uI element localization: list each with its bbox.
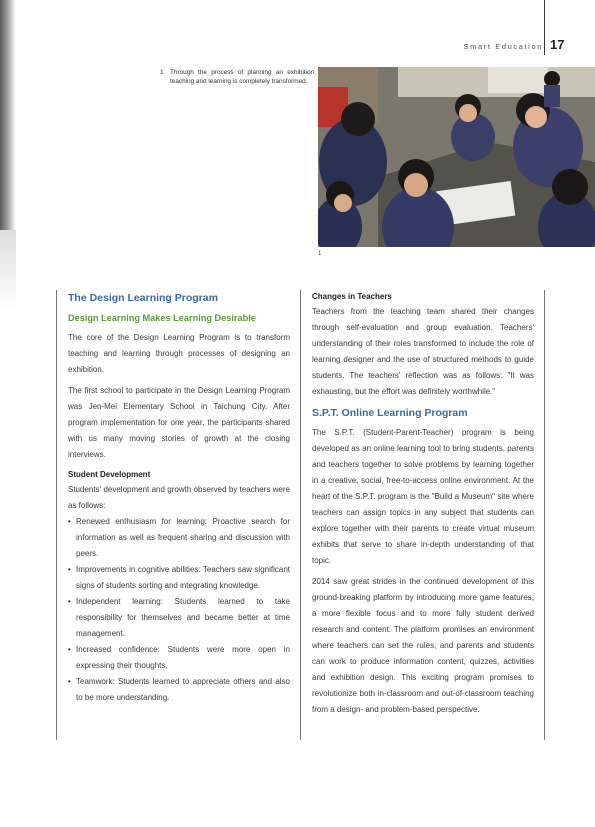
page-spine-shadow — [0, 0, 16, 230]
first-school-paragraph: The first school to participate in the Design Learning Program was Jen-Mei Elementary School in Taichung City. After program implementation for one year, the participants shared with us many moving stories of growth at the closing interviews. — [68, 386, 290, 459]
classroom-photo-image — [318, 67, 595, 247]
spt-program-paragraph: The S.P.T. (Student-Parent-Teacher) program is being developed as an online learning tool to bring students, parents and teachers together to solve problems by learning together in a creative, social, free-to-access online environment. At the heart of the S.P.T. program is the "Build a Museum" site where teachers can assign topics in any subject that students can explore together with their parents to create virtual museum exhibits that serve to share in-depth understanding of that topic. — [312, 428, 534, 565]
list-item: • Increased confidence: Students were more open in expressing their thoughts. — [68, 642, 290, 674]
right-column — [312, 290, 534, 723]
student-development-intro: Students' development and growth observed by teachers were as follows: — [68, 485, 290, 510]
list-item: • Renewed enthusiasm for learning: Proactive search for information as well as frequent sharing and discussion with peers. — [68, 514, 290, 562]
list-item: • Independent learning: Students learned to take responsibility for themselves and became better at time management. — [68, 594, 290, 642]
spt-progress-paragraph: 2014 saw great strides in the continued development of this ground-breaking platform by introducing more game features, a more flexible focus and to more fully student derived research and content. The platform promises an environment where teachers can set the rules, and parents and students can work to produce information content, quizzes, activities and exhibition design. This exciting program promises to revolutionize both in-classroom and out-of-classroom teaching from a design- and problem-based perspective. — [312, 577, 534, 714]
section-title: The Design Learning Program — [68, 292, 218, 304]
student-development-list — [68, 514, 290, 706]
left-column — [68, 290, 290, 706]
classroom-photo — [318, 67, 595, 247]
page-number: 17 — [550, 37, 565, 52]
caption-text: Through the process of planning an exhibition, teaching and learning is completely transformed. — [170, 69, 316, 85]
page-spine-fade — [0, 230, 16, 310]
section-subtitle: Design Learning Makes Learning Desirable — [68, 313, 256, 323]
list-item: • Improvements in cognitive abilities: Teachers saw significant signs of students sorting and integrating knowledge. — [68, 562, 290, 594]
list-item: • Teamwork: Students learned to appreciate others and also to be more understanding. — [68, 674, 290, 706]
caption-number: 1 — [160, 69, 164, 76]
student-development-heading: Student Development — [68, 470, 151, 479]
intro-paragraph: The core of the Design Learning Program is to transform teaching and learning through processes of designing an exhibition. — [68, 333, 290, 374]
photo-label: 1 — [318, 251, 322, 257]
spt-program-heading: S.P.T. Online Learning Program — [312, 407, 468, 419]
left-column-rule — [56, 290, 57, 740]
right-column-rule — [544, 290, 545, 740]
header-divider — [544, 0, 545, 55]
section-header: Smart Education — [463, 42, 543, 51]
photo-caption — [160, 68, 316, 86]
center-column-rule — [300, 290, 301, 740]
changes-in-teachers-paragraph: Teachers from the teaching team shared their changes through self-evaluation and group evaluation. Teachers' understanding of their roles transformed to include the role of learning designer and the use of structured methods to guide students. The teachers' reflection was as follows: "It was exhausting, but the effort was definitely worthwhile." — [312, 307, 534, 396]
changes-in-teachers-heading: Changes in Teachers — [312, 292, 392, 301]
